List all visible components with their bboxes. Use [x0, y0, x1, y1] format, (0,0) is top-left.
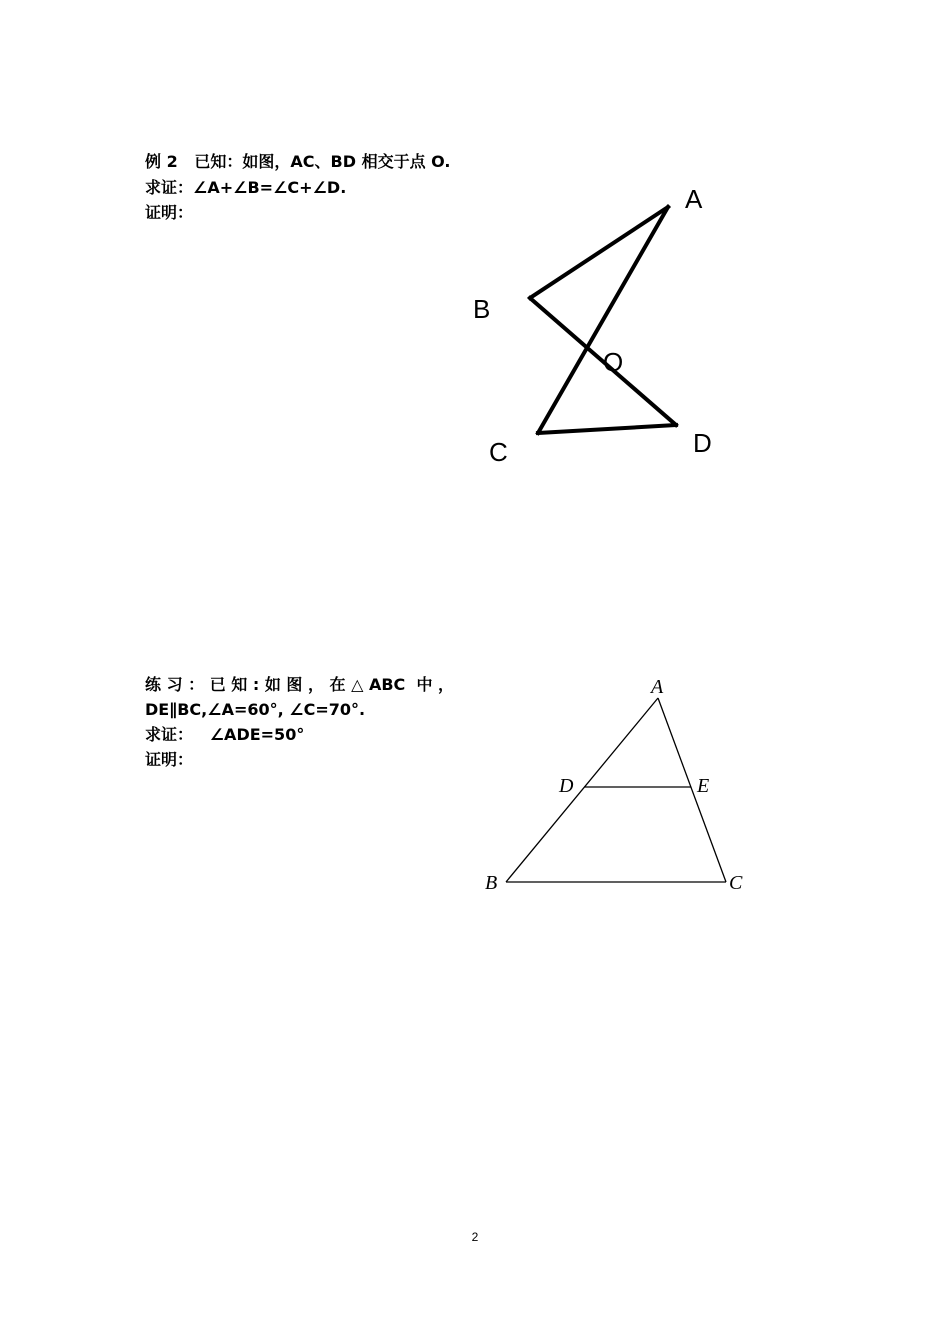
example2-figure — [460, 180, 730, 480]
page-number: 2 — [471, 1230, 479, 1244]
exercise-prove: 求证： ∠ADE=50° — [145, 725, 305, 744]
label-D: D — [559, 775, 574, 797]
label-C: C — [489, 437, 508, 467]
label-D: D — [693, 428, 712, 458]
label-A: A — [685, 184, 703, 214]
example2-prove: 求证：∠A+∠B=∠C+∠D. — [145, 178, 347, 197]
label-E: E — [697, 775, 710, 797]
label-C: C — [729, 872, 743, 894]
segment-AB — [506, 698, 658, 882]
exercise-given-line2: DE∥BC,∠A=60°, ∠C=70°. — [145, 700, 366, 719]
exercise-figure — [480, 670, 750, 900]
label-B: B — [473, 294, 491, 324]
label-B: B — [485, 872, 498, 894]
exercise-proof-label: 证明： — [145, 750, 194, 769]
label-A: A — [651, 676, 664, 698]
segment-AC — [658, 698, 726, 882]
example2-proof-label: 证明： — [145, 203, 194, 222]
segment-AB — [530, 207, 668, 298]
label-O: O — [603, 347, 624, 377]
example2-given: 例 2 已知：如图，AC、BD 相交于点 O. — [145, 152, 451, 171]
exercise-given-line1: 练 习 ： 已 知 : 如 图 ， 在 △ ABC 中 ， — [145, 675, 455, 694]
segment-CD — [538, 425, 676, 433]
